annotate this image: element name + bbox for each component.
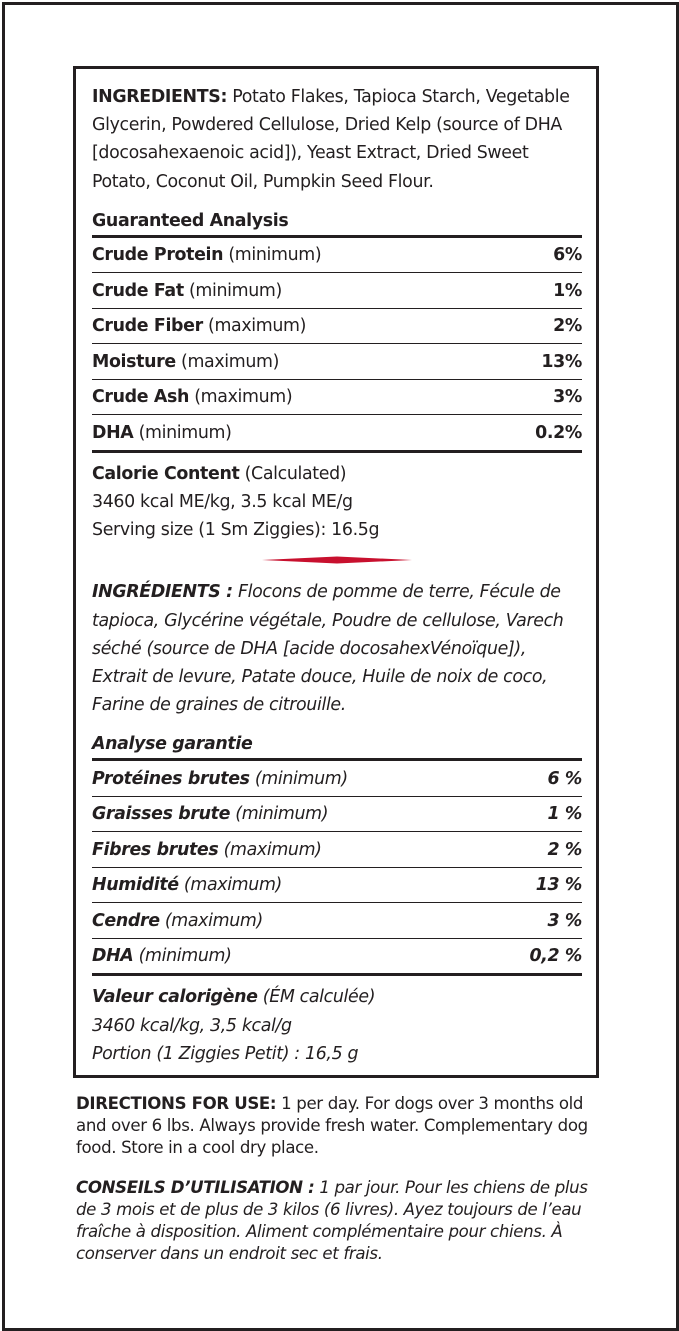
table-row [92, 414, 582, 450]
table-row [92, 867, 582, 903]
nutrient-value: 1% [553, 280, 582, 301]
calorie-label: Valeur calorigène [92, 987, 258, 1008]
directions-fr-label: CONSEILS D’UTILISATION : [76, 1177, 315, 1197]
directions-section [76, 1093, 606, 1265]
nutrient-value: 6 % [547, 768, 582, 789]
directions-fr-text: 1 par jour. Pour les chiens de plus de 3 mois et de plus de 3 kilos (6 livres). Ayez toujours de l’eau fraîche à disposition. Aliment complémentaire pour chiens. À conserver dans un endroit sec et frais. [76, 1177, 588, 1264]
directions-en [76, 1093, 606, 1160]
table-row [92, 796, 582, 832]
nutrient-qualifier: (maximum) [218, 839, 322, 860]
nutrient-name: Protéines brutes [92, 768, 250, 789]
nutrient-name: Crude Fat [92, 280, 184, 301]
analysis-table-fr [92, 758, 582, 976]
nutrient-qualifier: (maximum) [178, 875, 282, 896]
nutrient-name: Crude Fiber [92, 316, 203, 337]
nutrient-name: Fibres brutes [92, 839, 219, 860]
table-row [92, 761, 582, 796]
ingredients-fr-label: INGRÉDIENTS : [92, 582, 233, 603]
nutrient-value: 2 % [547, 839, 582, 860]
nutrient-name: Moisture [92, 351, 176, 372]
serving-size: Portion (1 Ziggies Petit) : 16,5 g [92, 1043, 359, 1064]
serving-size: Serving size (1 Sm Ziggies): 16.5g [92, 520, 380, 541]
language-divider [92, 556, 582, 564]
nutrient-value: 0.2% [535, 422, 582, 443]
nutrient-value: 6% [553, 245, 582, 266]
nutrient-value: 3 % [547, 910, 582, 931]
nutrient-name: Humidité [92, 875, 179, 896]
nutrient-qualifier: (minimum) [223, 245, 322, 266]
red-swoosh-divider [262, 556, 412, 564]
nutrient-qualifier: (minimum) [183, 280, 282, 301]
table-row [92, 902, 582, 938]
nutrient-qualifier: (minimum) [133, 422, 232, 443]
ingredients-fr [92, 578, 582, 719]
analysis-table-en [92, 235, 582, 453]
table-row [92, 272, 582, 308]
calorie-qualifier: (Calculated) [239, 463, 347, 484]
nutrient-value: 13 % [535, 875, 582, 896]
ingredients-en-text: Potato Flakes, Tapioca Starch, Vegetable Glycerin, Powdered Cellulose, Dried Kelp (source of DHA [docosahexaenoic acid]), Yeast Extract, Dried Sweet Potato, Coconut Oil, Pumpkin Seed Flour. [92, 87, 570, 192]
calorie-label: Calorie Content [92, 463, 240, 484]
directions-fr [76, 1177, 606, 1266]
ingredients-fr-text: Flocons de pomme de terre, Fécule de tapioca, Glycérine végétale, Poudre de cellulose, Varech séché (source de DHA [acide docosahexVénoïque]), Extrait de levure, Patate douce, Huile de noix de coco, Farine de graines de citrouille. [92, 582, 564, 716]
ingredients-en [92, 83, 582, 196]
calorie-line-1: 3460 kcal ME/kg, 3.5 kcal ME/g [92, 492, 353, 513]
calorie-qualifier: (ÉM calculée) [257, 987, 376, 1008]
nutrient-value: 13% [541, 351, 582, 372]
nutrient-name: Graisses brute [92, 804, 231, 825]
nutrient-qualifier: (minimum) [230, 804, 329, 825]
nutrient-qualifier: (minimum) [133, 946, 232, 967]
nutrient-name: Cendre [92, 910, 160, 931]
nutrient-value: 1 % [547, 804, 582, 825]
nutrient-name: Crude Ash [92, 387, 190, 408]
nutrient-qualifier: (maximum) [175, 351, 280, 372]
ingredients-en-label: INGREDIENTS: [92, 87, 228, 107]
analysis-title-fr: Analyse garantie [92, 734, 253, 755]
nutrient-name: DHA [92, 422, 134, 443]
nutrient-name: Crude Protein [92, 245, 224, 266]
calorie-line-1: 3460 kcal/kg, 3,5 kcal/g [92, 1015, 292, 1036]
nutrient-value: 2% [553, 316, 582, 337]
nutrient-value: 3% [553, 387, 582, 408]
table-row [92, 343, 582, 379]
calorie-content-fr [92, 983, 582, 1068]
nutrient-name: DHA [92, 946, 134, 967]
nutrient-value: 0,2 % [529, 946, 582, 967]
nutrition-panel [73, 66, 599, 1078]
nutrient-qualifier: (maximum) [202, 316, 307, 337]
table-row [92, 379, 582, 415]
analysis-title-en: Guaranteed Analysis [92, 210, 289, 231]
table-row [92, 238, 582, 273]
calorie-content-en [92, 460, 582, 545]
directions-en-text: 1 per day. For dogs over 3 months old and over 6 lbs. Always provide fresh water. Complementary dog food. Store in a cool dry place. [76, 1094, 588, 1158]
table-row [92, 831, 582, 867]
nutrient-qualifier: (maximum) [159, 910, 263, 931]
nutrient-qualifier: (maximum) [189, 387, 293, 408]
nutrient-qualifier: (minimum) [249, 768, 348, 789]
table-row [92, 308, 582, 344]
directions-en-label: DIRECTIONS FOR USE: [76, 1094, 277, 1113]
table-row [92, 938, 582, 974]
